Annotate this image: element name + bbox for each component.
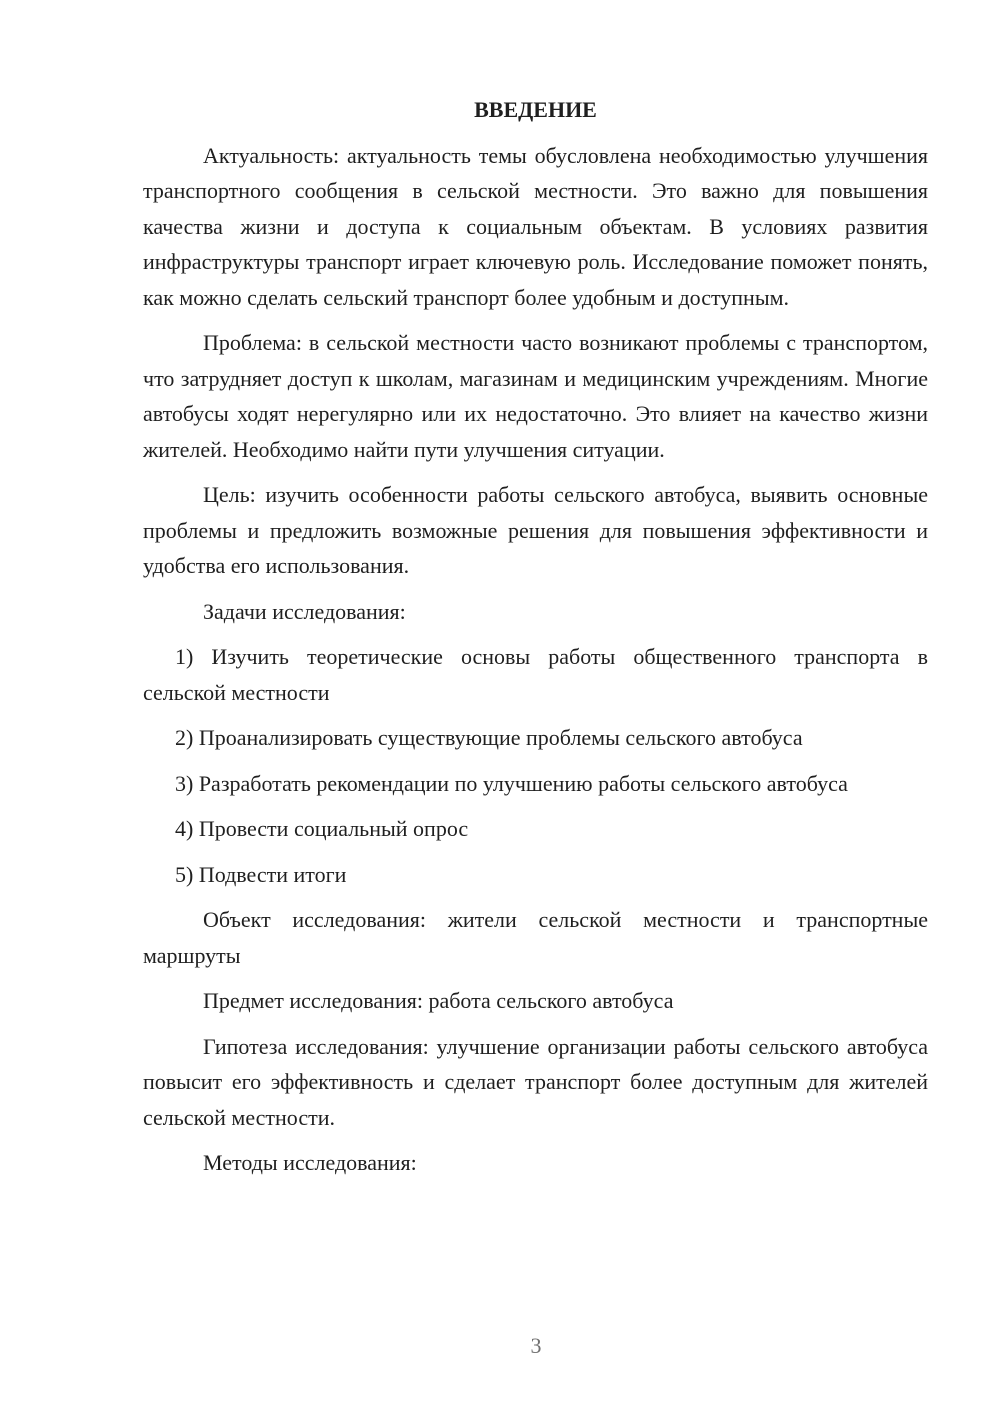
paragraph-methods: Методы исследования: — [203, 1150, 417, 1175]
task-item-2: 2) Проанализировать существующие проблемы сельского автобуса — [175, 725, 803, 750]
paragraph-problem: Проблема: в сельской местности часто возникают проблемы с транспортом, что затрудняет доступ к школам, магазинам и медицинским учреждениям. Многие автобусы ходят нерегулярно или их недостаточно. Это влияет на качество жизни жителей. Необходимо найти пути улучшения ситуации. — [143, 330, 928, 462]
page-content — [143, 92, 928, 1191]
paragraph-subject: Предмет исследования: работа сельского автобуса — [203, 988, 674, 1013]
page-number: 3 — [530, 1333, 542, 1358]
task-item-1: 1) Изучить теоретические основы работы общественного транспорта в сельской местности — [143, 644, 928, 705]
paragraph-object: Объект исследования: жители сельской местности и транспортные маршруты — [143, 907, 928, 968]
task-item-4: 4) Провести социальный опрос — [175, 816, 469, 841]
task-item-5: 5) Подвести итоги — [175, 861, 347, 887]
paragraph-hypothesis: Гипотеза исследования: улучшение организации работы сельского автобуса повысит его эффективность и сделает транспорт более доступным для жителей сельской местности. — [143, 1033, 928, 1130]
section-heading: ВВЕДЕНИЕ — [474, 97, 597, 122]
task-item-3: 3) Разработать рекомендации по улучшению работы сельского автобуса — [175, 770, 848, 796]
paragraph-goal: Цель: изучить особенности работы сельского автобуса, выявить основные проблемы и предложить возможные решения для повышения эффективности и удобства его использования. — [143, 482, 928, 578]
paragraph-tasks-intro: Задачи исследования: — [203, 598, 406, 624]
paragraph-relevance: Актуальность: актуальность темы обусловлена необходимостью улучшения транспортного сообщения в сельской местности. Это важно для повышения качества жизни и доступа к социальным объектам. В условиях развития инфраструктуры транспорт играет ключевую роль. Исследование поможет понять, как можно сделать сельский транспорт более удобным и доступным. — [143, 142, 928, 310]
